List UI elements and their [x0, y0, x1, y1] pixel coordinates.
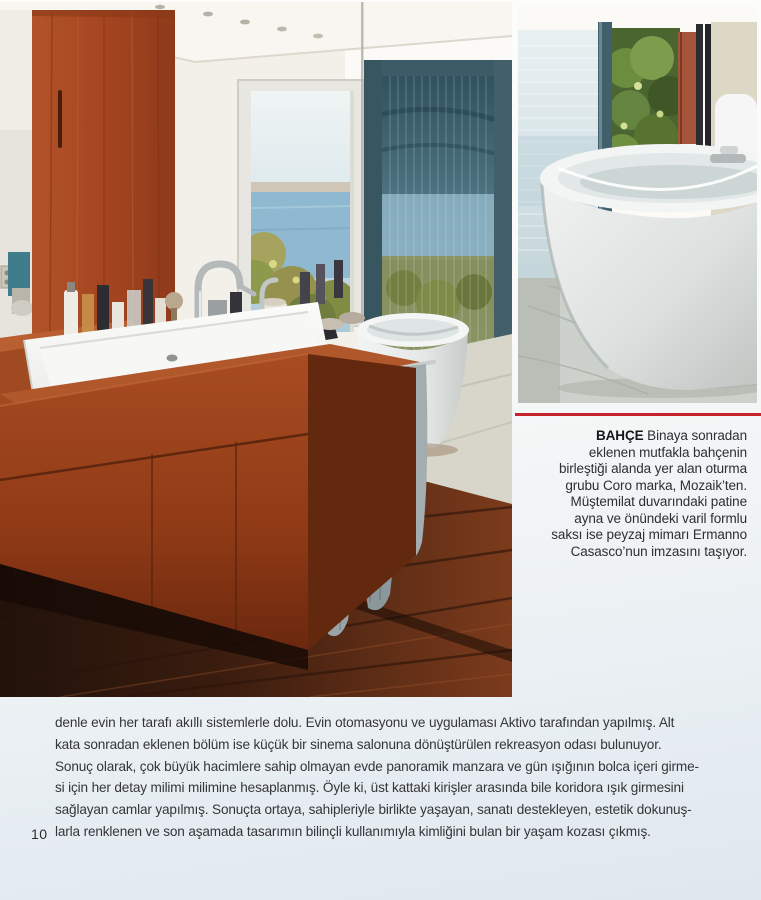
caption-line: grubu Coro marka, Mozaik’ten.: [565, 477, 747, 493]
caption-line: Müştemilat duvarındaki patine: [570, 494, 747, 509]
main-photo-illustration: [0, 2, 512, 697]
body-text-line: kata sonradan eklenen bölüm ise küçük bir sinema salonuna dönüştürülen rekreasyon odası bulunuyor.: [55, 736, 662, 752]
photo-caption: [505, 428, 747, 560]
caption-label: BAHÇE: [596, 428, 644, 443]
caption-line: birleştiği alanda yer alan oturma: [558, 461, 747, 476]
body-text-line: denle evin her tarafı akıllı sistemlerle dolu. Evin otomasyonu ve uygulaması Aktivo tarafından yapılmış. Alt: [55, 715, 675, 730]
caption-line: ayna ve önündeki varil formlu: [574, 510, 747, 526]
panel-handle-groove: [58, 90, 62, 148]
body-text: [55, 712, 745, 843]
page-number: 10: [31, 826, 48, 842]
caption-line: eklenen mutfakla bahçenin: [588, 444, 747, 460]
caption-line: Casasco’nun imzasını taşıyor.: [570, 543, 747, 559]
body-text-line: larla renklenen ve son aşamada tasarımın bilinçli kullanımıyla kimliğini bulan bir yaşam kozası çıkmış.: [55, 823, 651, 839]
red-rule: [515, 413, 761, 416]
body-text-line: si için her detay milimi milimine hesaplanmış. Öyle ki, üst kattaki kirişler arasında bile koridora ışık girmesini: [55, 780, 684, 796]
caption-line: saksı ise peyzaj mimarı Ermanno: [551, 527, 747, 542]
body-text-line: Sonuç olarak, çok büyük hacimlere sahip olmayan evde panoramik manzara ve gün ışığının bolca içeri girme-: [55, 758, 699, 774]
red-door-frame: [678, 32, 696, 144]
side-photo-illustration: [518, 6, 757, 403]
glass-partition-edge: [361, 2, 364, 364]
main-photo-bathroom-vanity: [0, 2, 512, 697]
side-photo-bathtub: [518, 6, 757, 403]
body-text-line: sağlayan camlar yapılmış. Sonuçta ortaya, sahipleriyle birlikte yaşayan, sanatı destekleyen, estetik dokunuş-: [55, 802, 692, 818]
caption-line: BAHÇE Binaya sonradan: [596, 428, 747, 443]
